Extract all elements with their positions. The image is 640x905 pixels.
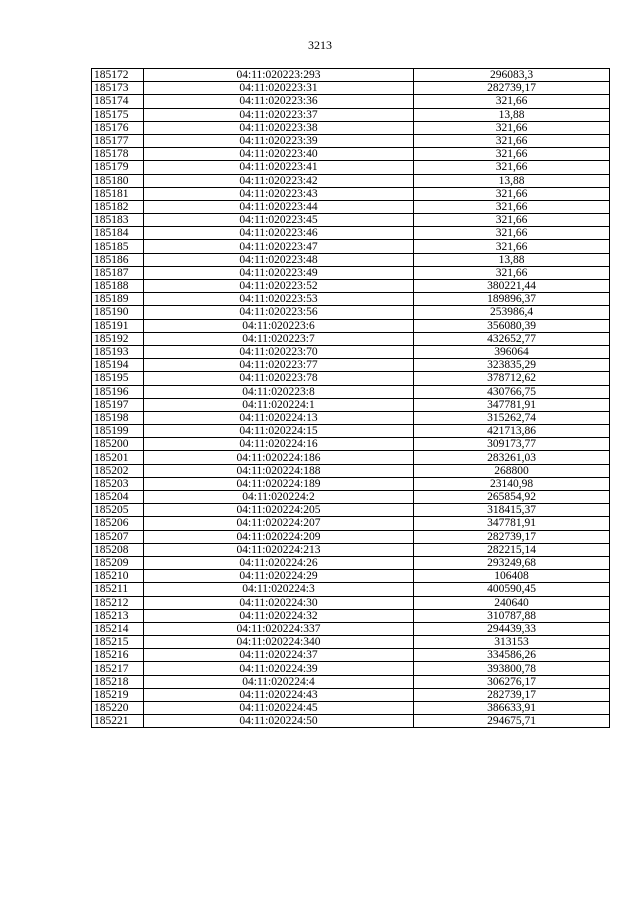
value-cell: 296083,3 <box>414 69 610 82</box>
row-number-cell: 185211 <box>92 583 144 596</box>
cadastral-number-cell: 04:11:020224:32 <box>144 609 414 622</box>
table-row <box>92 596 610 609</box>
value-cell: 347781,91 <box>414 517 610 530</box>
row-number-cell: 185177 <box>92 134 144 147</box>
cadastral-number-cell: 04:11:020224:29 <box>144 570 414 583</box>
table-row <box>92 108 610 121</box>
value-cell: 310787,88 <box>414 609 610 622</box>
cadastral-number-cell: 04:11:020224:3 <box>144 583 414 596</box>
table-row <box>92 477 610 490</box>
cadastral-number-cell: 04:11:020223:42 <box>144 174 414 187</box>
value-cell: 189896,37 <box>414 293 610 306</box>
row-number-cell: 185178 <box>92 148 144 161</box>
value-cell: 13,88 <box>414 108 610 121</box>
value-cell: 321,66 <box>414 214 610 227</box>
row-number-cell: 185216 <box>92 649 144 662</box>
value-cell: 294439,33 <box>414 622 610 635</box>
cadastral-number-cell: 04:11:020224:30 <box>144 596 414 609</box>
value-cell: 253986,4 <box>414 306 610 319</box>
table-row <box>92 148 610 161</box>
value-cell: 282739,17 <box>414 82 610 95</box>
table-row <box>92 609 610 622</box>
row-number-cell: 185176 <box>92 121 144 134</box>
cadastral-number-cell: 04:11:020223:77 <box>144 359 414 372</box>
table-row <box>92 715 610 728</box>
cadastral-number-cell: 04:11:020223:40 <box>144 148 414 161</box>
row-number-cell: 185191 <box>92 319 144 332</box>
cadastral-number-cell: 04:11:020223:45 <box>144 214 414 227</box>
cadastral-number-cell: 04:11:020223:78 <box>144 372 414 385</box>
value-cell: 309173,77 <box>414 438 610 451</box>
cadastral-number-cell: 04:11:020224:207 <box>144 517 414 530</box>
value-cell: 306276,17 <box>414 675 610 688</box>
cadastral-number-cell: 04:11:020224:189 <box>144 477 414 490</box>
table-row <box>92 583 610 596</box>
value-cell: 400590,45 <box>414 583 610 596</box>
row-number-cell: 185185 <box>92 240 144 253</box>
table-row <box>92 504 610 517</box>
row-number-cell: 185190 <box>92 306 144 319</box>
row-number-cell: 185186 <box>92 253 144 266</box>
cadastral-number-cell: 04:11:020223:6 <box>144 319 414 332</box>
value-cell: 282739,17 <box>414 530 610 543</box>
cadastral-number-cell: 04:11:020223:39 <box>144 134 414 147</box>
row-number-cell: 185202 <box>92 464 144 477</box>
row-number-cell: 185213 <box>92 609 144 622</box>
table-row <box>92 187 610 200</box>
row-number-cell: 185206 <box>92 517 144 530</box>
row-number-cell: 185208 <box>92 543 144 556</box>
value-cell: 321,66 <box>414 134 610 147</box>
cadastral-number-cell: 04:11:020224:209 <box>144 530 414 543</box>
cadastral-number-cell: 04:11:020223:37 <box>144 108 414 121</box>
row-number-cell: 185180 <box>92 174 144 187</box>
cadastral-number-cell: 04:11:020223:49 <box>144 266 414 279</box>
cadastral-number-cell: 04:11:020224:26 <box>144 556 414 569</box>
value-cell: 13,88 <box>414 174 610 187</box>
value-cell: 265854,92 <box>414 491 610 504</box>
cadastral-number-cell: 04:11:020223:44 <box>144 200 414 213</box>
row-number-cell: 185193 <box>92 345 144 358</box>
cadastral-number-cell: 04:11:020224:1 <box>144 398 414 411</box>
row-number-cell: 185184 <box>92 227 144 240</box>
table-row <box>92 438 610 451</box>
value-cell: 313153 <box>414 636 610 649</box>
row-number-cell: 185183 <box>92 214 144 227</box>
cadastral-number-cell: 04:11:020223:47 <box>144 240 414 253</box>
cadastral-number-cell: 04:11:020223:48 <box>144 253 414 266</box>
row-number-cell: 185199 <box>92 425 144 438</box>
row-number-cell: 185189 <box>92 293 144 306</box>
table-row <box>92 372 610 385</box>
cadastral-number-cell: 04:11:020223:31 <box>144 82 414 95</box>
row-number-cell: 185210 <box>92 570 144 583</box>
cadastral-number-cell: 04:11:020224:213 <box>144 543 414 556</box>
row-number-cell: 185212 <box>92 596 144 609</box>
value-cell: 321,66 <box>414 161 610 174</box>
cadastral-number-cell: 04:11:020223:53 <box>144 293 414 306</box>
cadastral-number-cell: 04:11:020224:16 <box>144 438 414 451</box>
cadastral-number-cell: 04:11:020224:15 <box>144 425 414 438</box>
table-row <box>92 227 610 240</box>
cadastral-number-cell: 04:11:020223:52 <box>144 280 414 293</box>
registry-table-body <box>92 69 610 728</box>
table-row <box>92 280 610 293</box>
value-cell: 430766,75 <box>414 385 610 398</box>
cadastral-number-cell: 04:11:020224:337 <box>144 622 414 635</box>
table-row <box>92 253 610 266</box>
table-row <box>92 636 610 649</box>
cadastral-number-cell: 04:11:020223:7 <box>144 332 414 345</box>
table-row <box>92 385 610 398</box>
value-cell: 334586,26 <box>414 649 610 662</box>
value-cell: 294675,71 <box>414 715 610 728</box>
value-cell: 396064 <box>414 345 610 358</box>
value-cell: 23140,98 <box>414 477 610 490</box>
value-cell: 421713,86 <box>414 425 610 438</box>
table-row <box>92 451 610 464</box>
table-row <box>92 174 610 187</box>
table-row <box>92 662 610 675</box>
row-number-cell: 185188 <box>92 280 144 293</box>
table-row <box>92 214 610 227</box>
value-cell: 321,66 <box>414 266 610 279</box>
cadastral-number-cell: 04:11:020224:205 <box>144 504 414 517</box>
cadastral-number-cell: 04:11:020224:2 <box>144 491 414 504</box>
page-number: 3213 <box>308 38 332 52</box>
value-cell: 106408 <box>414 570 610 583</box>
value-cell: 347781,91 <box>414 398 610 411</box>
table-row <box>92 121 610 134</box>
row-number-cell: 185220 <box>92 702 144 715</box>
table-row <box>92 688 610 701</box>
cadastral-number-cell: 04:11:020224:13 <box>144 411 414 424</box>
row-number-cell: 185182 <box>92 200 144 213</box>
cadastral-number-cell: 04:11:020223:36 <box>144 95 414 108</box>
registry-table <box>91 68 610 728</box>
table-row <box>92 702 610 715</box>
cadastral-number-cell: 04:11:020224:188 <box>144 464 414 477</box>
row-number-cell: 185214 <box>92 622 144 635</box>
row-number-cell: 185198 <box>92 411 144 424</box>
value-cell: 321,66 <box>414 240 610 253</box>
cadastral-number-cell: 04:11:020224:43 <box>144 688 414 701</box>
cadastral-number-cell: 04:11:020223:56 <box>144 306 414 319</box>
table-row <box>92 240 610 253</box>
value-cell: 432652,77 <box>414 332 610 345</box>
row-number-cell: 185215 <box>92 636 144 649</box>
value-cell: 318415,37 <box>414 504 610 517</box>
row-number-cell: 185172 <box>92 69 144 82</box>
cadastral-number-cell: 04:11:020224:39 <box>144 662 414 675</box>
table-row <box>92 556 610 569</box>
row-number-cell: 185203 <box>92 477 144 490</box>
table-row <box>92 69 610 82</box>
table-row <box>92 411 610 424</box>
table-row <box>92 675 610 688</box>
cadastral-number-cell: 04:11:020224:340 <box>144 636 414 649</box>
table-row <box>92 293 610 306</box>
value-cell: 393800,78 <box>414 662 610 675</box>
table-row <box>92 649 610 662</box>
cadastral-number-cell: 04:11:020224:45 <box>144 702 414 715</box>
row-number-cell: 185175 <box>92 108 144 121</box>
row-number-cell: 185200 <box>92 438 144 451</box>
value-cell: 321,66 <box>414 148 610 161</box>
row-number-cell: 185204 <box>92 491 144 504</box>
cadastral-number-cell: 04:11:020223:46 <box>144 227 414 240</box>
table-row <box>92 332 610 345</box>
value-cell: 321,66 <box>414 95 610 108</box>
row-number-cell: 185205 <box>92 504 144 517</box>
row-number-cell: 185187 <box>92 266 144 279</box>
row-number-cell: 185219 <box>92 688 144 701</box>
value-cell: 240640 <box>414 596 610 609</box>
cadastral-number-cell: 04:11:020223:43 <box>144 187 414 200</box>
value-cell: 356080,39 <box>414 319 610 332</box>
cadastral-number-cell: 04:11:020224:37 <box>144 649 414 662</box>
value-cell: 321,66 <box>414 227 610 240</box>
value-cell: 323835,29 <box>414 359 610 372</box>
row-number-cell: 185217 <box>92 662 144 675</box>
value-cell: 282739,17 <box>414 688 610 701</box>
row-number-cell: 185174 <box>92 95 144 108</box>
row-number-cell: 185201 <box>92 451 144 464</box>
cadastral-number-cell: 04:11:020224:50 <box>144 715 414 728</box>
table-row <box>92 345 610 358</box>
row-number-cell: 185192 <box>92 332 144 345</box>
table-row <box>92 134 610 147</box>
value-cell: 321,66 <box>414 187 610 200</box>
table-row <box>92 319 610 332</box>
table-row <box>92 161 610 174</box>
value-cell: 321,66 <box>414 121 610 134</box>
table-row <box>92 266 610 279</box>
cadastral-number-cell: 04:11:020223:70 <box>144 345 414 358</box>
row-number-cell: 185209 <box>92 556 144 569</box>
value-cell: 380221,44 <box>414 280 610 293</box>
table-row <box>92 622 610 635</box>
row-number-cell: 185218 <box>92 675 144 688</box>
table-row <box>92 491 610 504</box>
value-cell: 283261,03 <box>414 451 610 464</box>
row-number-cell: 185194 <box>92 359 144 372</box>
value-cell: 268800 <box>414 464 610 477</box>
table-row <box>92 464 610 477</box>
row-number-cell: 185207 <box>92 530 144 543</box>
table-row <box>92 425 610 438</box>
row-number-cell: 185196 <box>92 385 144 398</box>
row-number-cell: 185195 <box>92 372 144 385</box>
table-row <box>92 95 610 108</box>
table-row <box>92 82 610 95</box>
table-row <box>92 543 610 556</box>
table-row <box>92 398 610 411</box>
row-number-cell: 185181 <box>92 187 144 200</box>
cadastral-number-cell: 04:11:020223:41 <box>144 161 414 174</box>
cadastral-number-cell: 04:11:020224:186 <box>144 451 414 464</box>
value-cell: 293249,68 <box>414 556 610 569</box>
table-row <box>92 200 610 213</box>
table-row <box>92 570 610 583</box>
table-row <box>92 517 610 530</box>
row-number-cell: 185197 <box>92 398 144 411</box>
cadastral-number-cell: 04:11:020223:38 <box>144 121 414 134</box>
value-cell: 386633,91 <box>414 702 610 715</box>
row-number-cell: 185179 <box>92 161 144 174</box>
value-cell: 378712,62 <box>414 372 610 385</box>
cadastral-number-cell: 04:11:020223:293 <box>144 69 414 82</box>
table-row <box>92 359 610 372</box>
value-cell: 315262,74 <box>414 411 610 424</box>
value-cell: 282215,14 <box>414 543 610 556</box>
value-cell: 13,88 <box>414 253 610 266</box>
table-row <box>92 306 610 319</box>
row-number-cell: 185221 <box>92 715 144 728</box>
cadastral-number-cell: 04:11:020223:8 <box>144 385 414 398</box>
value-cell: 321,66 <box>414 200 610 213</box>
table-row <box>92 530 610 543</box>
cadastral-number-cell: 04:11:020224:4 <box>144 675 414 688</box>
row-number-cell: 185173 <box>92 82 144 95</box>
